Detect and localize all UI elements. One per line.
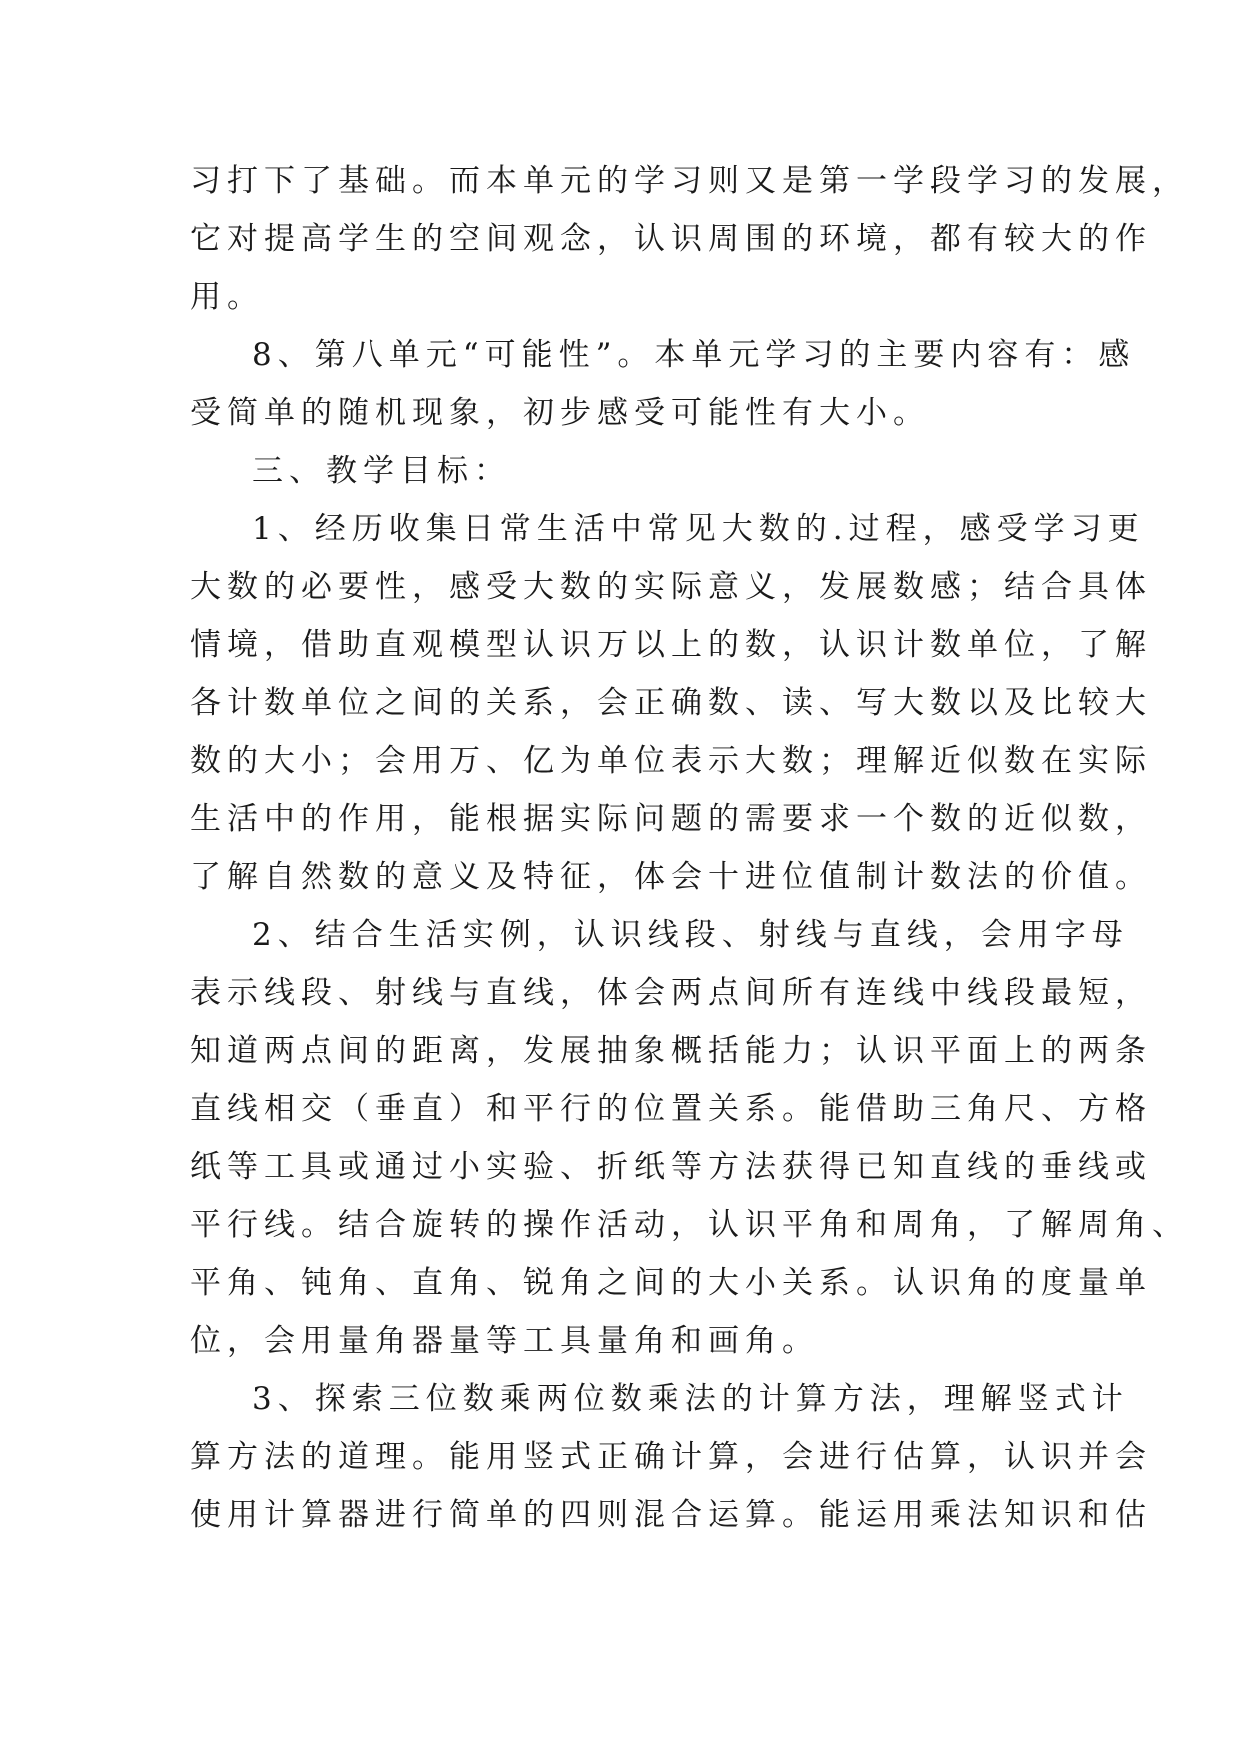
paragraph-goal-two: [190, 906, 1189, 1370]
section-heading-teaching-goals: [190, 442, 1050, 500]
text-line: 情境，借助直观模型认识万以上的数，认识计数单位，了解: [190, 627, 1152, 663]
paragraph-unit-eight: [190, 326, 1136, 442]
text-line: 位，会用量角器量等工具量角和画角。: [190, 1323, 819, 1359]
text-line: 了解自然数的意义及特征，体会十进位值制计数法的价值。: [190, 859, 1152, 895]
text-line: 生活中的作用，能根据实际问题的需要求一个数的近似数，: [190, 801, 1152, 837]
text-line: 用。: [190, 279, 264, 315]
section-heading: 三、教学目标：: [252, 453, 511, 489]
text-line: 大数的必要性，感受大数的实际意义，发展数感；结合具体: [190, 569, 1152, 605]
text-line: 各计数单位之间的关系，会正确数、读、写大数以及比较大: [190, 685, 1152, 721]
text-line: 数的大小；会用万、亿为单位表示大数；理解近似数在实际: [190, 743, 1152, 779]
text-line: 习打下了基础。而本单元的学习则又是第一学段学习的发展，: [190, 163, 1189, 199]
text-line: 表示线段、射线与直线，体会两点间所有连线中线段最短，: [190, 975, 1152, 1011]
text-line: 8、第八单元“可能性”。本单元学习的主要内容有：感: [252, 337, 1136, 373]
text-line: 2、结合生活实例，认识线段、射线与直线，会用字母: [252, 917, 1129, 953]
text-line: 平角、钝角、直角、锐角之间的大小关系。认识角的度量单: [190, 1265, 1152, 1301]
paragraph-goal-one: [190, 500, 1152, 906]
text-line: 它对提高学生的空间观念，认识周围的环境，都有较大的作: [190, 221, 1152, 257]
text-line: 算方法的道理。能用竖式正确计算，会进行估算，认识并会: [190, 1439, 1152, 1475]
paragraph-goal-three: [190, 1370, 1152, 1544]
text-line: 受简单的随机现象，初步感受可能性有大小。: [190, 395, 930, 431]
text-line: 直线相交（垂直）和平行的位置关系。能借助三角尺、方格: [190, 1091, 1152, 1127]
paragraph-continuation: [190, 152, 1189, 326]
text-line: 纸等工具或通过小实验、折纸等方法获得已知直线的垂线或: [190, 1149, 1152, 1185]
text-line: 1、经历收集日常生活中常见大数的.过程，感受学习更: [252, 511, 1145, 547]
text-line: 使用计算器进行简单的四则混合运算。能运用乘法知识和估: [190, 1497, 1152, 1533]
text-line: 知道两点间的距离，发展抽象概括能力；认识平面上的两条: [190, 1033, 1152, 1069]
document-body: [190, 152, 1189, 1544]
text-line: 3、探索三位数乘两位数乘法的计算方法，理解竖式计: [252, 1381, 1129, 1417]
text-line: 平行线。结合旋转的操作活动，认识平角和周角，了解周角、: [190, 1207, 1189, 1243]
